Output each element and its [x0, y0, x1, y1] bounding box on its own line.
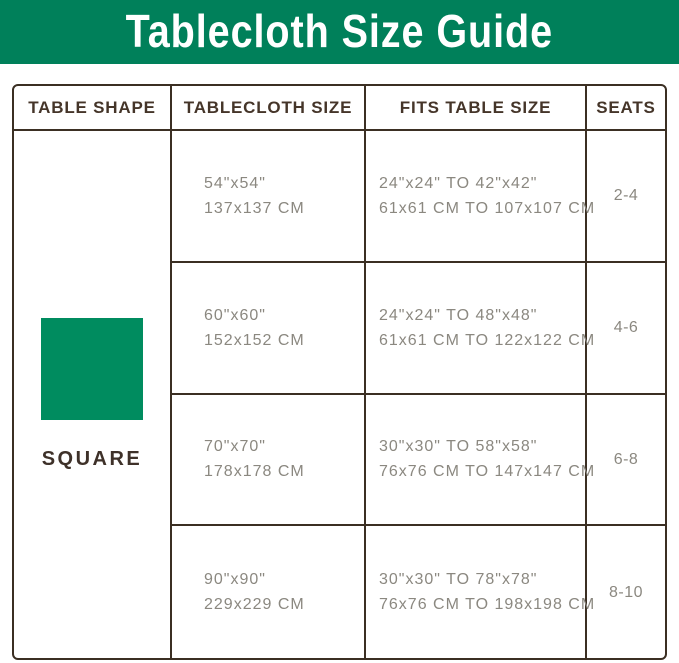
fits-table-size-cell	[366, 395, 596, 527]
fits-cm: 76x76 CM TO 147x147 CM	[379, 463, 596, 481]
shape-label: SQUARE	[41, 448, 143, 470]
seats-value: 8-10	[608, 583, 644, 601]
seats-cell	[587, 131, 665, 263]
col-header-fits-table-size	[366, 86, 587, 131]
seats-cell	[587, 395, 665, 527]
col-header-seats	[587, 86, 665, 131]
size-guide-table	[12, 84, 667, 660]
table-shape-cell	[14, 131, 172, 658]
seats-value: 2-4	[613, 187, 639, 205]
seats-value: 4-6	[613, 319, 639, 337]
size-cm: 229x229 CM	[204, 596, 305, 614]
size-inches: 90"x90"	[204, 571, 266, 589]
title-banner	[0, 0, 679, 64]
fits-table-size-cell	[366, 263, 596, 395]
tablecloth-size-cell	[172, 526, 366, 658]
col-header-label: TABLE SHAPE	[28, 97, 156, 117]
tablecloth-size-cell	[172, 395, 366, 527]
tablecloth-size-cell	[172, 263, 366, 395]
size-inches: 70"x70"	[204, 438, 266, 456]
col-header-label: FITS TABLE SIZE	[399, 97, 552, 117]
seats-cell	[587, 526, 665, 658]
tablecloth-size-cell	[172, 131, 366, 263]
size-cm: 137x137 CM	[204, 199, 305, 217]
col-header-label: TABLECLOTH SIZE	[183, 97, 353, 117]
fits-cm: 61x61 CM TO 107x107 CM	[379, 199, 596, 217]
fits-table-size-cell	[366, 526, 596, 658]
size-cm: 152x152 CM	[204, 331, 305, 349]
fits-inches: 24"x24" TO 48"x48"	[379, 306, 538, 324]
fits-cm: 76x76 CM TO 198x198 CM	[379, 596, 596, 614]
seats-cell	[587, 263, 665, 395]
size-inches: 60"x60"	[204, 306, 266, 324]
fits-inches: 30"x30" TO 58"x58"	[379, 438, 538, 456]
size-cm: 178x178 CM	[204, 463, 305, 481]
col-header-label: SEATS	[596, 97, 656, 117]
col-header-table-shape	[14, 86, 172, 131]
seats-value: 6-8	[613, 450, 639, 468]
col-header-tablecloth-size	[172, 86, 366, 131]
size-inches: 54"x54"	[204, 174, 266, 192]
fits-inches: 30"x30" TO 78"x78"	[379, 571, 538, 589]
fits-table-size-cell	[366, 131, 596, 263]
page-title: Tablecloth Size Guide	[125, 5, 554, 58]
fits-inches: 24"x24" TO 42"x42"	[379, 174, 538, 192]
square-shape-swatch	[41, 318, 143, 420]
fits-cm: 61x61 CM TO 122x122 CM	[379, 331, 596, 349]
